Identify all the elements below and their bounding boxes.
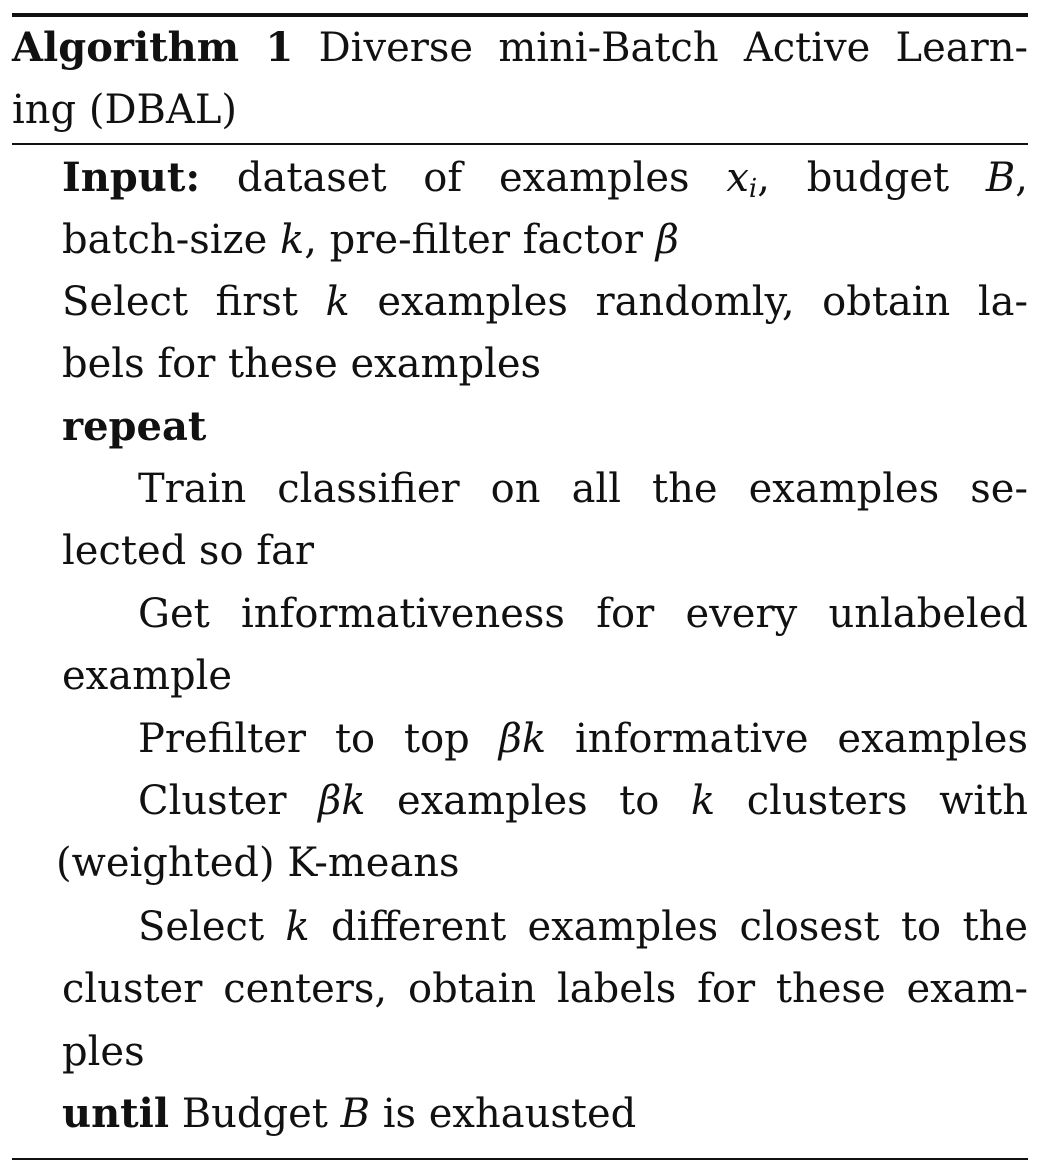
algorithm-title: Diverse mini-Batch Active Learn-	[318, 25, 1029, 71]
input-keyword: Input:	[62, 154, 201, 201]
algorithm-caption-line-2	[0, 79, 1046, 141]
repeat-keyword: repeat	[62, 403, 207, 450]
select-first-line-2: bels for these examples	[62, 341, 542, 387]
math-B: B	[985, 155, 1016, 201]
input-line-1: Input: dataset of examples $x_i$, budget B,	[62, 154, 1028, 204]
informativeness-line-1: Get informativeness for every unlabeled	[138, 591, 1028, 637]
select-first-line-1: Select first k examples randomly, obtain la-	[62, 279, 1028, 325]
select-k-line-1: Select k different examples closest to the	[138, 904, 1029, 950]
bottom-rule	[12, 1158, 1028, 1160]
repeat-line	[0, 396, 1046, 458]
train-line-1: Train classifier on all the examples se-	[138, 466, 1028, 512]
algorithm-title-cont: ing (DBAL)	[12, 87, 237, 133]
until-line: until Budget B is exhausted	[62, 1090, 637, 1137]
math-k: k	[690, 778, 716, 824]
select-k-line-3: ples	[62, 1029, 145, 1075]
input-line-2: batch-size k, pre-filter factor β	[62, 217, 679, 263]
math-k: k	[285, 904, 310, 950]
select-k-line-2: cluster centers, obtain labels for these exam-	[62, 966, 1028, 1012]
caption-rule	[12, 143, 1028, 145]
math-beta: β	[655, 217, 679, 263]
algorithm-caption-line-1	[0, 17, 1046, 79]
cluster-line-2: (weighted) K-means	[56, 840, 460, 886]
informativeness-line-2: example	[62, 653, 233, 699]
math-B: B	[340, 1091, 370, 1137]
prefilter-line: Prefilter to top βk informative examples	[138, 716, 1029, 762]
algorithm-label: Algorithm 1	[12, 24, 294, 71]
math-k: k	[280, 217, 305, 263]
math-beta-k: βk	[498, 716, 547, 762]
until-keyword: until	[62, 1090, 170, 1137]
math-x: $x_i$	[726, 155, 758, 204]
math-k: k	[325, 279, 350, 325]
cluster-line-1: Cluster βk examples to k clusters with	[138, 778, 1028, 824]
math-beta-k: βk	[318, 778, 366, 824]
train-line-2: lected so far	[62, 528, 315, 574]
